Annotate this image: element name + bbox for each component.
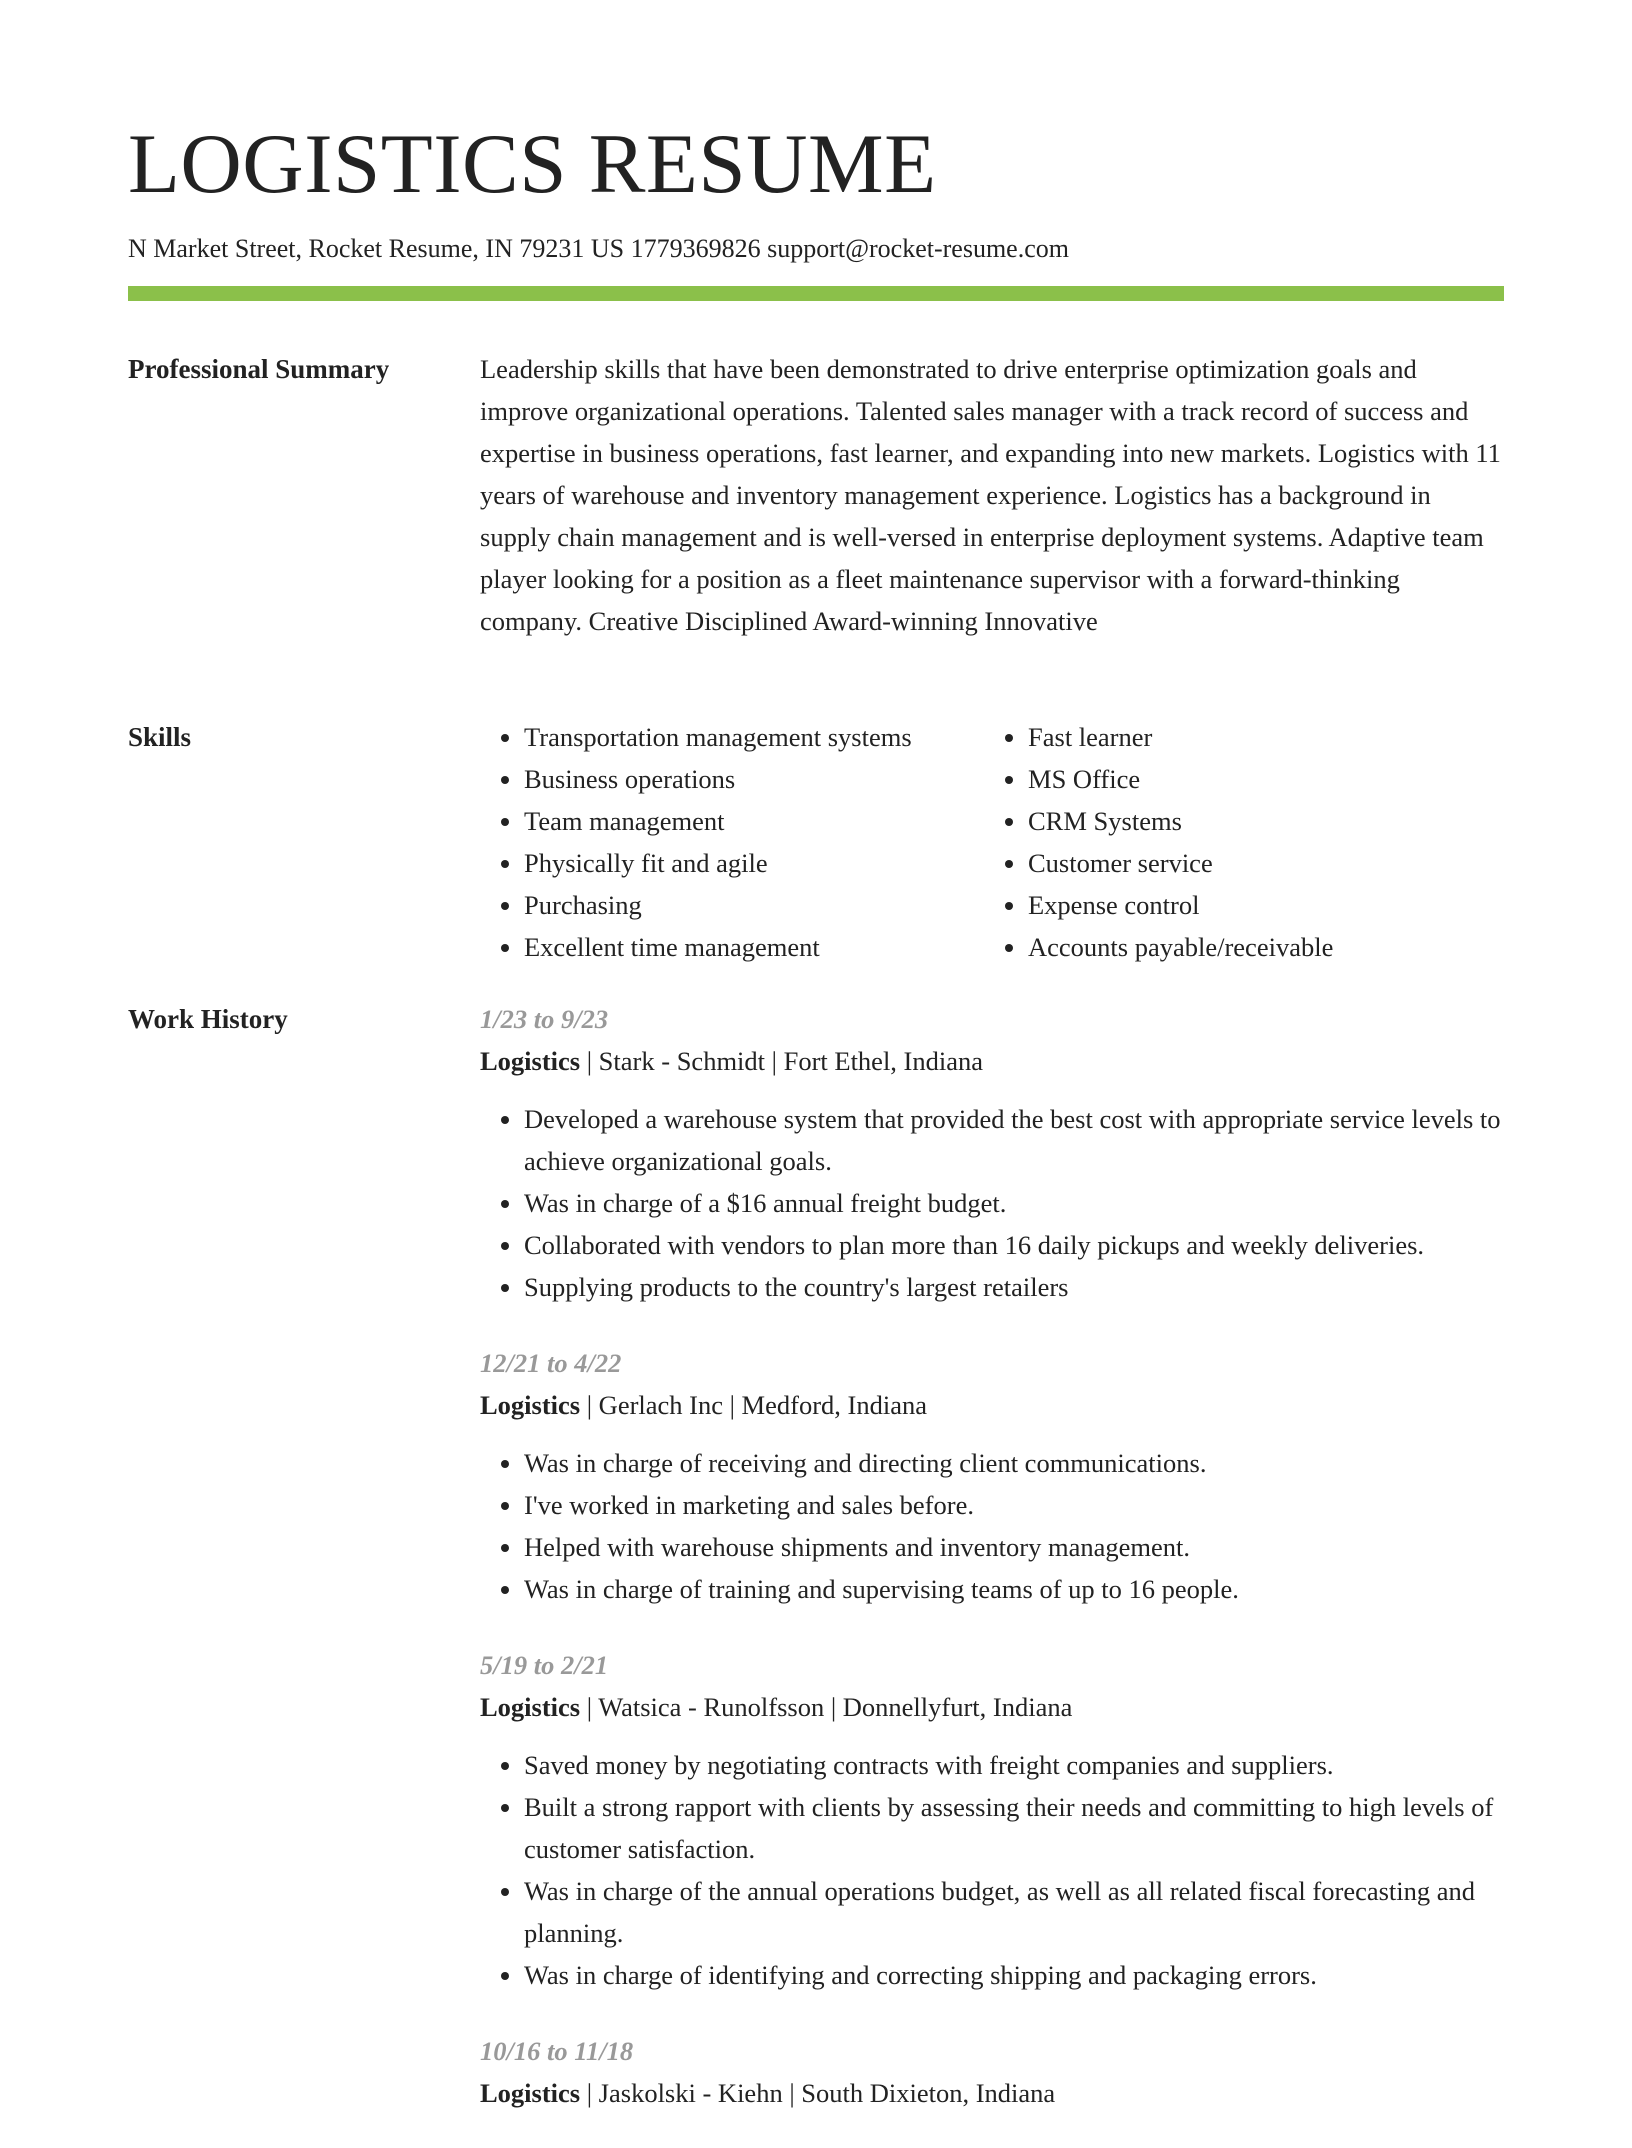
job-bullet: • Collaborated with vendors to plan more than 16 daily pickups and weekly deliveries. — [524, 1224, 1504, 1266]
job-bullet: • Saved money by negotiating contracts with freight companies and suppliers. — [524, 1744, 1504, 1786]
skill-item: • Transportation management systems — [524, 716, 984, 758]
job-details: | Stark - Schmidt | Fort Ethel, Indiana — [580, 1046, 984, 1076]
job-entry — [480, 1644, 1504, 1996]
job-details: | Watsica - Runolfsson | Donnellyfurt, Indiana — [580, 1692, 1073, 1722]
job-entry — [480, 1342, 1504, 1610]
work-history-heading: Work History — [128, 1004, 288, 1034]
skill-item: • Business operations — [524, 758, 984, 800]
job-bullet: • Was in charge of receiving and directing client communications. — [524, 1442, 1504, 1484]
resume-title: LOGISTICS RESUME — [128, 117, 937, 211]
job-title: Logistics — [480, 1390, 581, 1420]
skill-item: • Physically fit and agile — [524, 842, 984, 884]
job-heading — [480, 1686, 1504, 1728]
job-bullet: • Was in charge of a $16 annual freight budget. — [524, 1182, 1504, 1224]
job-entry — [480, 2030, 1504, 2114]
job-details: | Gerlach Inc | Medford, Indiana — [580, 1390, 927, 1420]
summary-heading: Professional Summary — [128, 354, 390, 384]
job-dates: 10/16 to 11/18 — [480, 2036, 634, 2066]
job-bullets — [480, 1442, 1504, 1610]
job-heading — [480, 1040, 1504, 1082]
work-history-body — [480, 998, 1504, 2148]
job-title: Logistics — [480, 1046, 581, 1076]
skill-item: • Fast learner — [1028, 716, 1488, 758]
skills-heading: Skills — [128, 722, 192, 752]
job-bullets — [480, 1744, 1504, 1996]
skills-body — [480, 716, 1504, 968]
job-heading — [480, 2072, 1504, 2114]
job-bullets — [480, 1098, 1504, 1308]
skills-list-right — [984, 716, 1488, 968]
skill-item: • Customer service — [1028, 842, 1488, 884]
job-bullet: • Built a strong rapport with clients by assessing their needs and committing to high levels of customer satisfaction. — [524, 1786, 1504, 1870]
job-bullet: • Supplying products to the country's largest retailers — [524, 1266, 1504, 1308]
job-bullet: • Developed a warehouse system that provided the best cost with appropriate service levels to achieve organizational goals. — [524, 1098, 1504, 1182]
skill-item: • Excellent time management — [524, 926, 984, 968]
contact-info: N Market Street, Rocket Resume, IN 79231 US 1779369826 support@rocket-resume.com — [128, 234, 1069, 263]
skill-item: • MS Office — [1028, 758, 1488, 800]
job-dates: 12/21 to 4/22 — [480, 1348, 622, 1378]
job-bullet: • Helped with warehouse shipments and inventory management. — [524, 1526, 1504, 1568]
job-heading — [480, 1384, 1504, 1426]
summary-text: Leadership skills that have been demonstrated to drive enterprise optimization goals and improve organizational operations. Talented sales manager with a track record of success and expertise in business operations, fast learner, and expanding into new markets. Logistics with 11 years of warehouse and inventory management experience. Logistics has a background in supply chain management and is well-versed in enterprise deployment systems. Adaptive team player looking for a position as a fleet maintenance supervisor with a forward-thinking company. Creative Disciplined Award-winning Innovative — [480, 354, 1501, 636]
job-bullet: • Was in charge of identifying and correcting shipping and packaging errors. — [524, 1954, 1504, 1996]
skill-item: • CRM Systems — [1028, 800, 1488, 842]
job-dates: 5/19 to 2/21 — [480, 1650, 609, 1680]
skill-item: • Expense control — [1028, 884, 1488, 926]
summary-body — [480, 348, 1504, 642]
job-title: Logistics — [480, 2078, 581, 2108]
skill-item: • Purchasing — [524, 884, 984, 926]
job-details: | Jaskolski - Kiehn | South Dixieton, Indiana — [580, 2078, 1056, 2108]
job-bullet: • I've worked in marketing and sales before. — [524, 1484, 1504, 1526]
job-dates: 1/23 to 9/23 — [480, 1004, 609, 1034]
job-bullet: • Was in charge of training and supervising teams of up to 16 people. — [524, 1568, 1504, 1610]
job-entry — [480, 998, 1504, 1308]
skill-item: • Accounts payable/receivable — [1028, 926, 1488, 968]
header-divider — [128, 286, 1504, 301]
skill-item: • Team management — [524, 800, 984, 842]
skills-list-left — [480, 716, 984, 968]
job-title: Logistics — [480, 1692, 581, 1722]
job-bullet: • Was in charge of the annual operations budget, as well as all related fiscal forecasting and planning. — [524, 1870, 1504, 1954]
